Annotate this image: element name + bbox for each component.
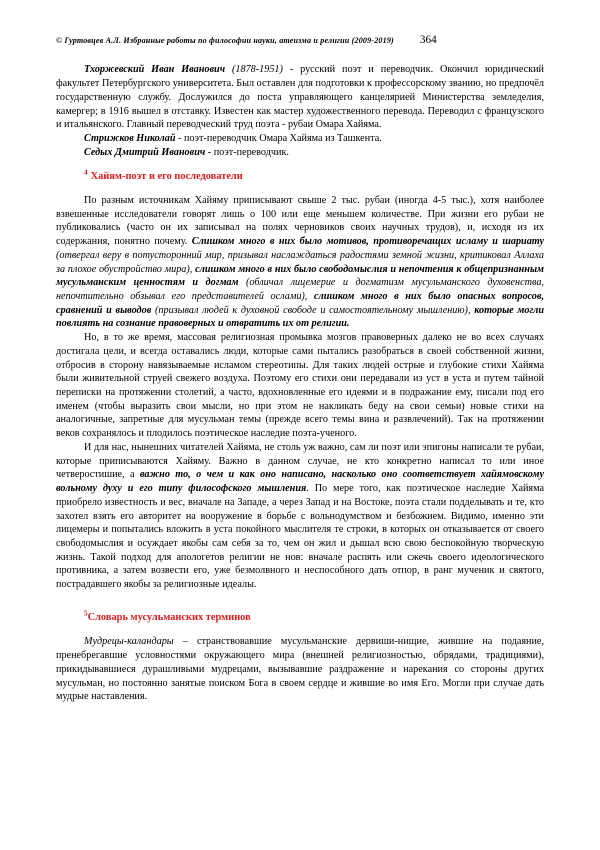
spacer (56, 592, 544, 598)
bio-text-strizhkov: - поэт-переводчик Омара Хайяма из Ташкента. (178, 133, 382, 145)
section-heading-khayyam-poet (56, 170, 544, 184)
glossary-definition-kalandary: – странствовавшие мусульманские дервиши-нищие, жившие на подаяние, пренебрегавшие условностями окружающего мира (внешней религиозностью, обрядами, традициями), прикидывавшиеся дурашливыми мудрецами, вызывавшие раздражение и нарекания со стороны других мусульман, но постоянно занятые поиском Бога в своем сердце и жившие во имя Его. Могли при случае дать мудрые наставления. (56, 636, 544, 703)
section-heading-label-5: Словарь мусульманских терминов (87, 611, 251, 623)
bio-text-tkhorzhevsky: - русский поэт и переводчик. Окончил юридический факультет Петербургского университета. Был оставлен для подготовки к профессорскому званию, но предпочёл государственную службу. Дослужился до поста управляющего канцелярией Министерства земледелия, камергер; в 1916 вышел в отставку. Известен как мастер художественного перевода. Переводил с французского и итальянского. Главный переводческий труд поэта - рубаи Омара Хайяма. (56, 64, 545, 131)
paragraph-but-at-the-same-time: Но, в то же время, массовая религиозная промывка мозгов правоверных далеко не во всех случаях достигала цели, и всегда оставались люди, которые сами пытались разобраться в своей собственной жизни, отбросив в сторону навязываемые исламом стереотипы. Для таких людей острые и глубокие стихи Хайяма были живительной струей свежего воздуха. Поэтому его стихи они передавали из уст в уста и путем тайной переписки на протяжении столетий, а часто, вдохновленные его идеями и в подражание ему, писали под его именем (чтобы выразить свои мысли, но при этом не накликать беду на свои семьи) новые стихи на аналогичные, запретные для мусульман темы (прежде всего темы вина и развлечений). Так на протяжении веков сохранялось и плодилось поэтическое наследие поэта-ученого. (56, 332, 544, 440)
rubai-run-1: По разным источникам Хайяму приписывают свыше 2 тыс. рубаи (иногда 4-5 тыс.), хотя наиболее взвешенные исследователи говорят лишь о 100 или еще меньшем количестве. При жизни его рубаи не публиковались (часто он их записывал на полях черновиков своих научных трудов), и, исходя из их содержания, понятно почему. (56, 194, 544, 248)
rubai-run-8-emphasis: которые могли повлиять на сознание правоверных и отвратить их от религии. (56, 304, 544, 330)
running-header (56, 34, 544, 47)
person-name-tkhorzhevsky: Тхоржевский Иван Иванович (84, 64, 226, 76)
paragraph-bio-sedykh (56, 146, 544, 160)
running-header-title: © Гуртовцев А.Л. Избранные работы по философии науки, атеизма и религии (2009-2019) (56, 36, 394, 45)
paragraph-bio-tkhorzhevsky (56, 63, 544, 132)
page-number: 364 (419, 34, 437, 46)
glossary-term-kalandary: Мудрецы-каландары (84, 636, 174, 648)
paragraph-bio-strizhkov (56, 132, 544, 146)
rubai-run-3-aside: (отвергал веру в потусторонний мир, призывал наслаждаться радостями земной жизни, критиковал Аллаха за плохое обустройство мира), (56, 249, 544, 275)
rubai-run-5-aside: (обличал лицемерие и догматизм мусульманского духовенства, непочтительно обзывал его представителей ослами), (56, 277, 544, 303)
person-name-strizhkov: Стрижков Николай (84, 133, 176, 145)
forus-run-1: И для нас, нынешних читателей Хайяма, не столь уж важно, сам ли поэт или эпигоны написали те рубаи, которые приписываются Хайяму. Важно в данном случае, не кто конкретно написал то или иное четверостишие, а (56, 441, 544, 481)
paragraph-glossary-kalandary (56, 635, 544, 704)
footnote-marker-5: 5 (84, 609, 88, 618)
forus-run-2-emphasis: важно то, о чем и как оно написано, насколько оно соответствует хайямовскому вольному духу и его типу философского мышления (56, 469, 544, 495)
section-heading-label-4: Хайям-поэт и его последователи (90, 171, 243, 183)
rubai-run-7-aside: (призывал людей к духовной свободе и самостоятельному мышлению), (155, 304, 475, 316)
bio-text-sedykh: - поэт-переводчик. (205, 146, 289, 158)
footnote-marker-4: 4 (84, 169, 88, 177)
rubai-run-2-emphasis: Слишком много в них было мотивов, противоречащих исламу и шариату (191, 236, 544, 248)
section-heading-muslim-glossary (56, 611, 544, 625)
person-dates-tkhorzhevsky: (1878-1951) (231, 64, 283, 76)
rubai-run-4-emphasis: слишком много в них было свободомыслия и непочтения к общепризнанным мусульманским ценностям и догмам (56, 263, 544, 289)
paragraph-rubai (56, 194, 544, 331)
paragraph-for-us-readers (56, 441, 544, 592)
rubai-run-6-emphasis: слишком много в них было опасных вопросов, сравнений и выводов (56, 291, 545, 316)
person-name-sedykh: Седых Дмитрий Иванович (84, 146, 206, 158)
forus-run-3: . По мере того, как поэтическое наследие Хайяма приобрело известность и вес, вначале на Западе, а через Запад и на Востоке, поэта стали подделывать и те, кто захотел взять его авторитет на вооружение в борьбе с вольнодумством и безбожием. Видимо, именно эти лицемеры и попытались вложить в уста покойного мыслителя те строки, в которых он отказывается от своего свободомыслия и осуждает якобы сам себя за то, чем он жил и дышал всю свою беспокойную творческую жизнь. Такой подход для апологетов религии не нов: вначале распять или сжечь своего идеологического противника, а затем возвести его, уже безмолвного и неспособного дать отпор, в ранг мученик и святого, пострадавшего якобы за религиозные идеалы. (56, 483, 544, 591)
